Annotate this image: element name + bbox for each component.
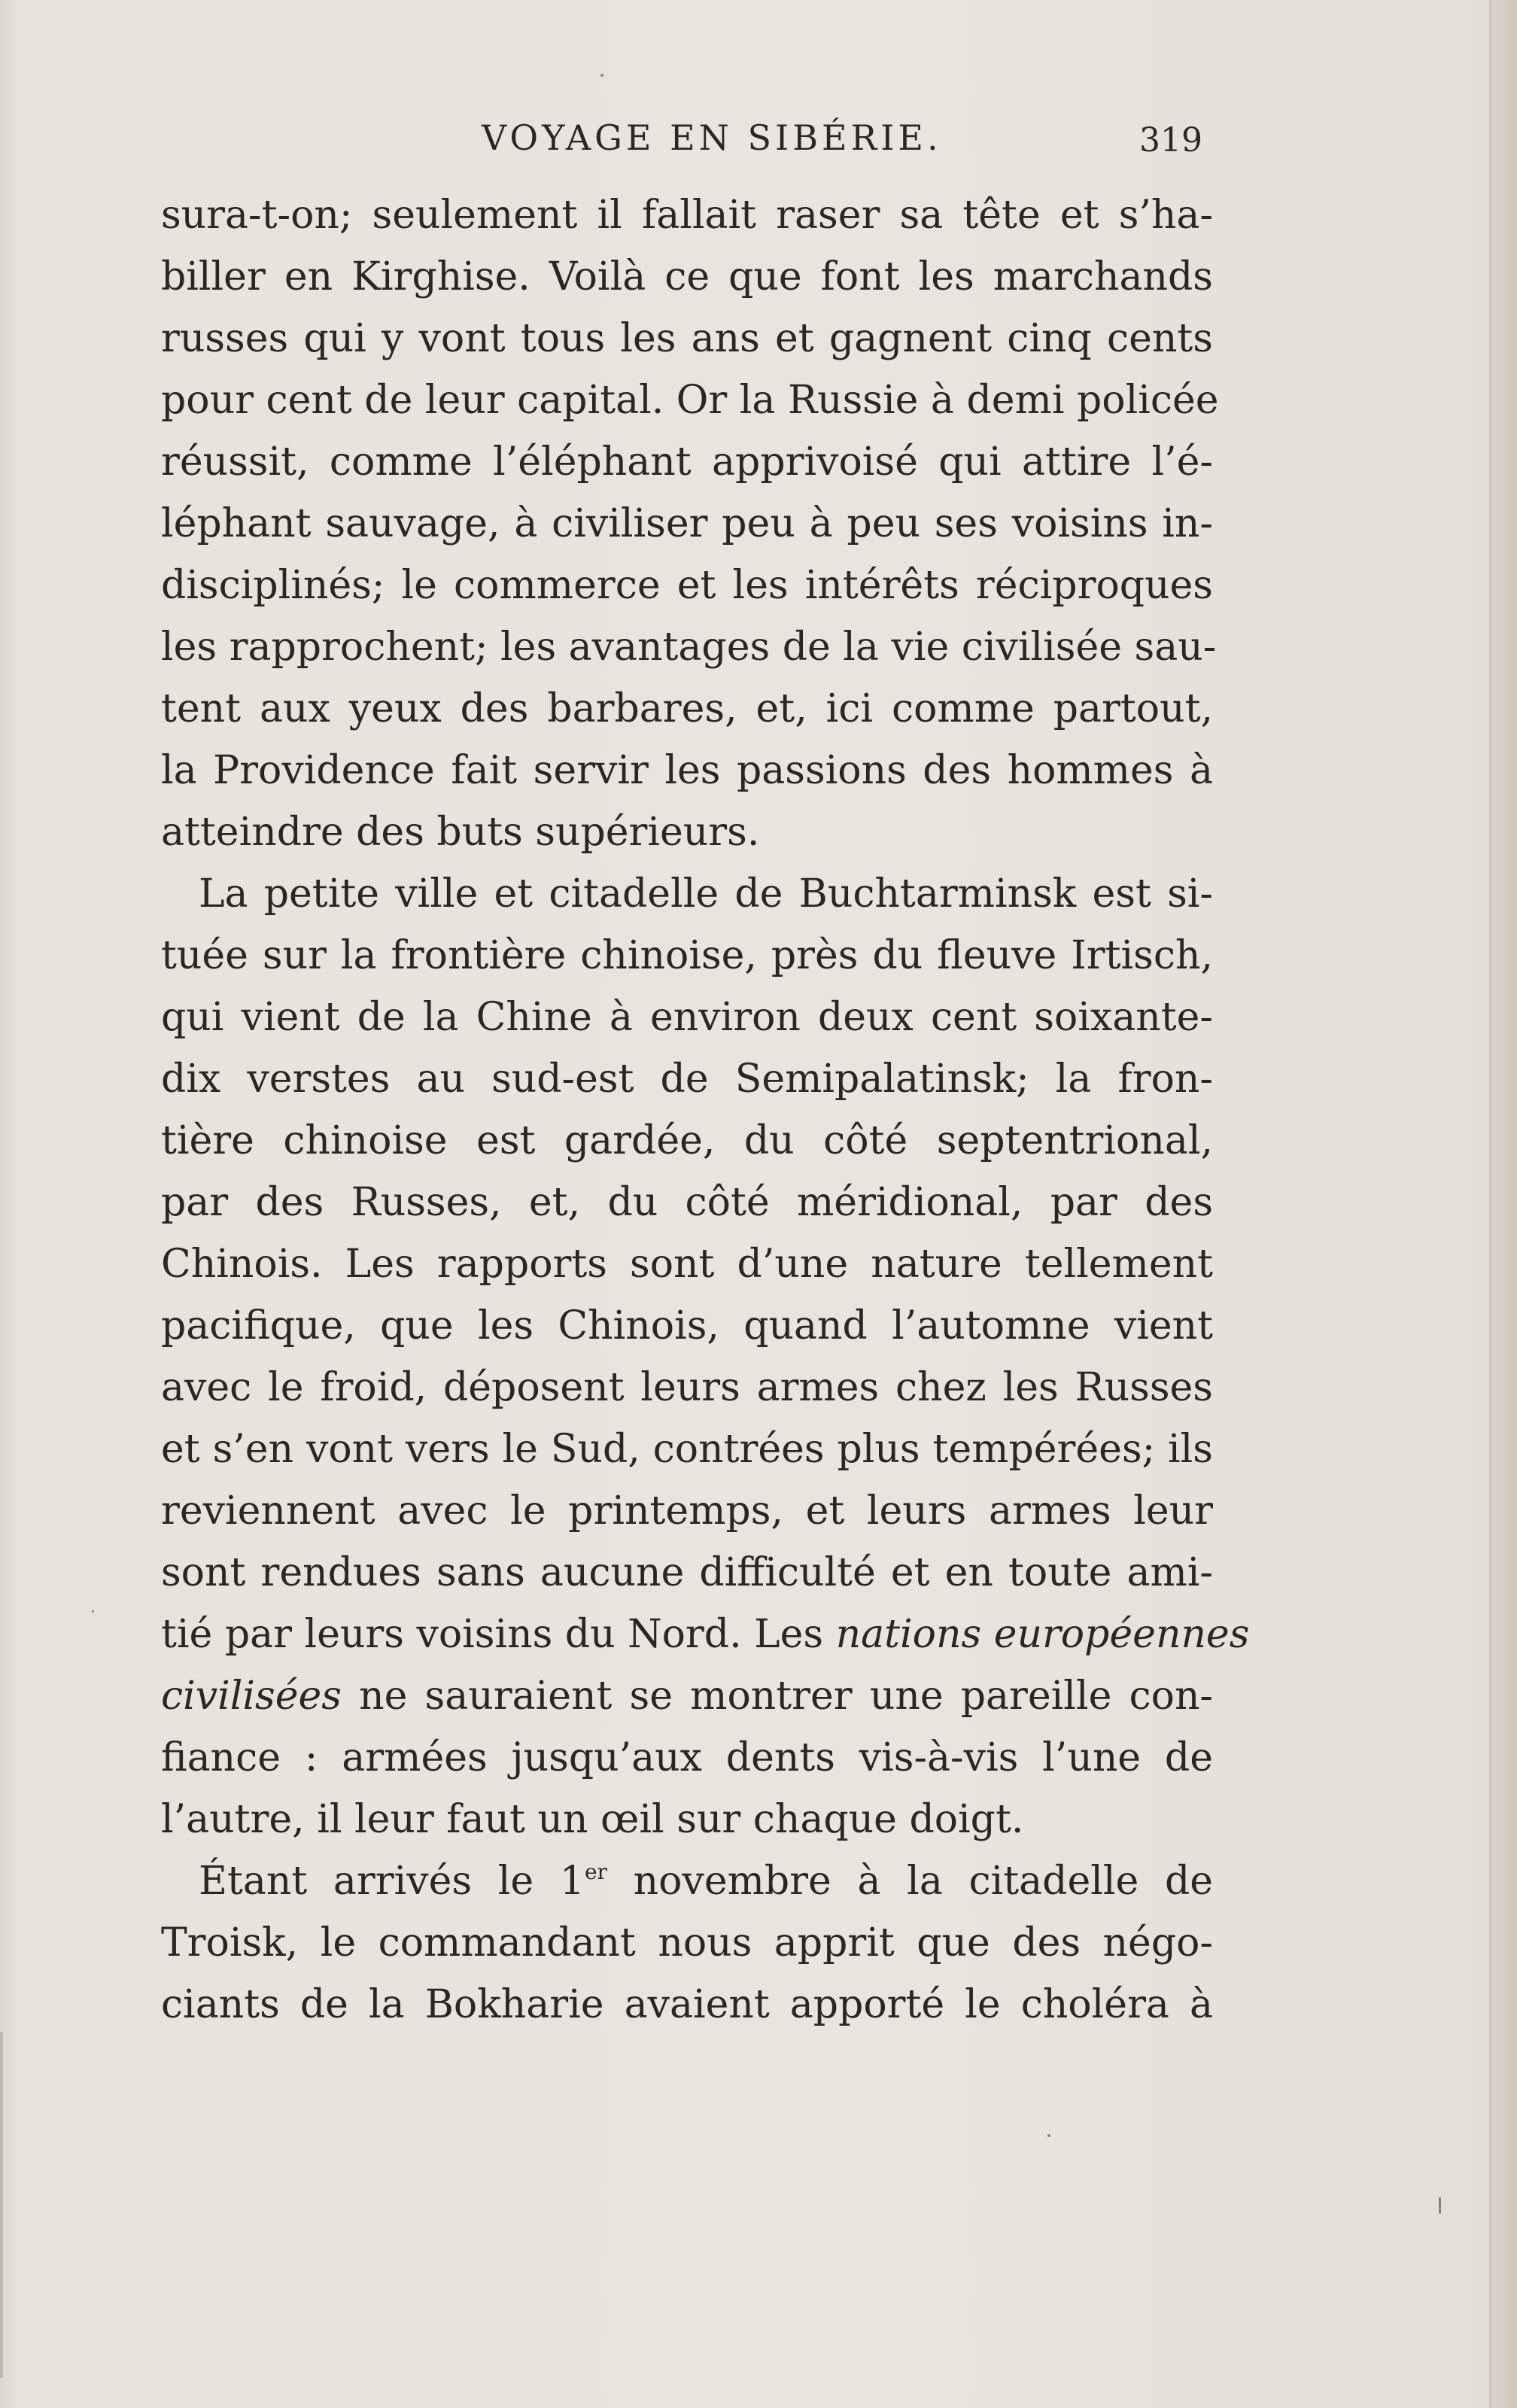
- text-line: pour cent de leur capital. Or la Russie à demi policée: [161, 378, 1219, 423]
- text-line: par des Russes, et, du côté méridional, par des: [161, 1180, 1213, 1225]
- page-edge: [1489, 0, 1517, 2408]
- page-number: 319: [1139, 121, 1202, 160]
- text-line-mixed: [161, 1665, 1213, 1727]
- text-line: reviennent avec le printemps, et leurs armes leur: [161, 1488, 1213, 1534]
- text-line: sura-t-on; seulement il fallait raser sa tête et s’ha-: [161, 193, 1213, 238]
- paragraph-start: La petite ville et citadelle de Buchtarminsk est si-: [199, 871, 1213, 917]
- text-segment: tié par leurs voisins du Nord. Les: [161, 1612, 824, 1657]
- text-line: réussit, comme l’éléphant apprivoisé qui attire l’é-: [161, 439, 1213, 485]
- text-line: l’autre, il leur faut un œil sur chaque doigt.: [161, 1797, 1024, 1842]
- text-line-mixed: [161, 1604, 1250, 1665]
- text-line: Chinois. Les rapports sont d’une nature tellement: [161, 1242, 1213, 1287]
- paragraph-start: [161, 1850, 1213, 1912]
- text-line: avec le froid, déposent leurs armes chez les Russes: [161, 1365, 1213, 1410]
- text-segment: Étant arrivés le 1: [199, 1859, 585, 1904]
- text-line: fiance : armées jusqu’aux dents vis-à-vis l’une de: [161, 1735, 1213, 1780]
- text-line: et s’en vont vers le Sud, contrées plus tempérées; ils: [161, 1427, 1213, 1472]
- binding-shadow: [0, 2032, 3, 2378]
- paper-mark: [1439, 2197, 1441, 2214]
- text-line: sont rendues sans aucune difficulté et en toute ami-: [161, 1550, 1213, 1595]
- text-line: Troisk, le commandant nous apprit que des négo-: [161, 1920, 1213, 1966]
- text-line: dix verstes au sud-est de Semipalatinsk; la fron-: [161, 1057, 1213, 1102]
- text-line: biller en Kirghise. Voilà ce que font les marchands: [161, 254, 1213, 299]
- text-line: qui vient de la Chine à environ deux cent soixante-: [161, 995, 1213, 1040]
- text-segment: novembre à la citadelle de: [606, 1859, 1213, 1904]
- body-text: [161, 184, 1250, 2036]
- text-line: atteindre des buts supérieurs.: [161, 810, 760, 855]
- text-line: ciants de la Bokharie avaient apporté le choléra à: [161, 1982, 1213, 2027]
- superscript: er: [584, 1859, 607, 1884]
- paper-speck: [1047, 2134, 1050, 2137]
- text-line: léphant sauvage, à civiliser peu à peu ses voisins in-: [161, 501, 1213, 546]
- text-line: tuée sur la frontière chinoise, près du fleuve Irtisch,: [161, 933, 1213, 978]
- text-segment: ne sauraient se montrer une pareille con-: [341, 1674, 1213, 1719]
- text-line: les rapprochent; les avantages de la vie civilisée sau-: [161, 625, 1217, 670]
- text-line: la Providence fait servir les passions des hommes à: [161, 748, 1213, 793]
- paper-speck: [600, 74, 603, 77]
- text-line: disciplinés; le commerce et les intérêts réciproques: [161, 563, 1213, 608]
- italic-segment: nations européennes: [835, 1612, 1250, 1657]
- running-title: VOYAGE EN SIBÉRIE.: [482, 117, 942, 158]
- text-line: pacifique, que les Chinois, quand l’automne vient: [161, 1303, 1213, 1348]
- page-header: [0, 113, 1517, 166]
- italic-segment: civilisées: [161, 1674, 342, 1719]
- text-line: tent aux yeux des barbares, et, ici comme partout,: [161, 686, 1213, 731]
- text-line: tière chinoise est gardée, du côté septentrional,: [161, 1118, 1213, 1163]
- text-line: russes qui y vont tous les ans et gagnent cinq cents: [161, 316, 1213, 361]
- paper-speck: [92, 1610, 94, 1613]
